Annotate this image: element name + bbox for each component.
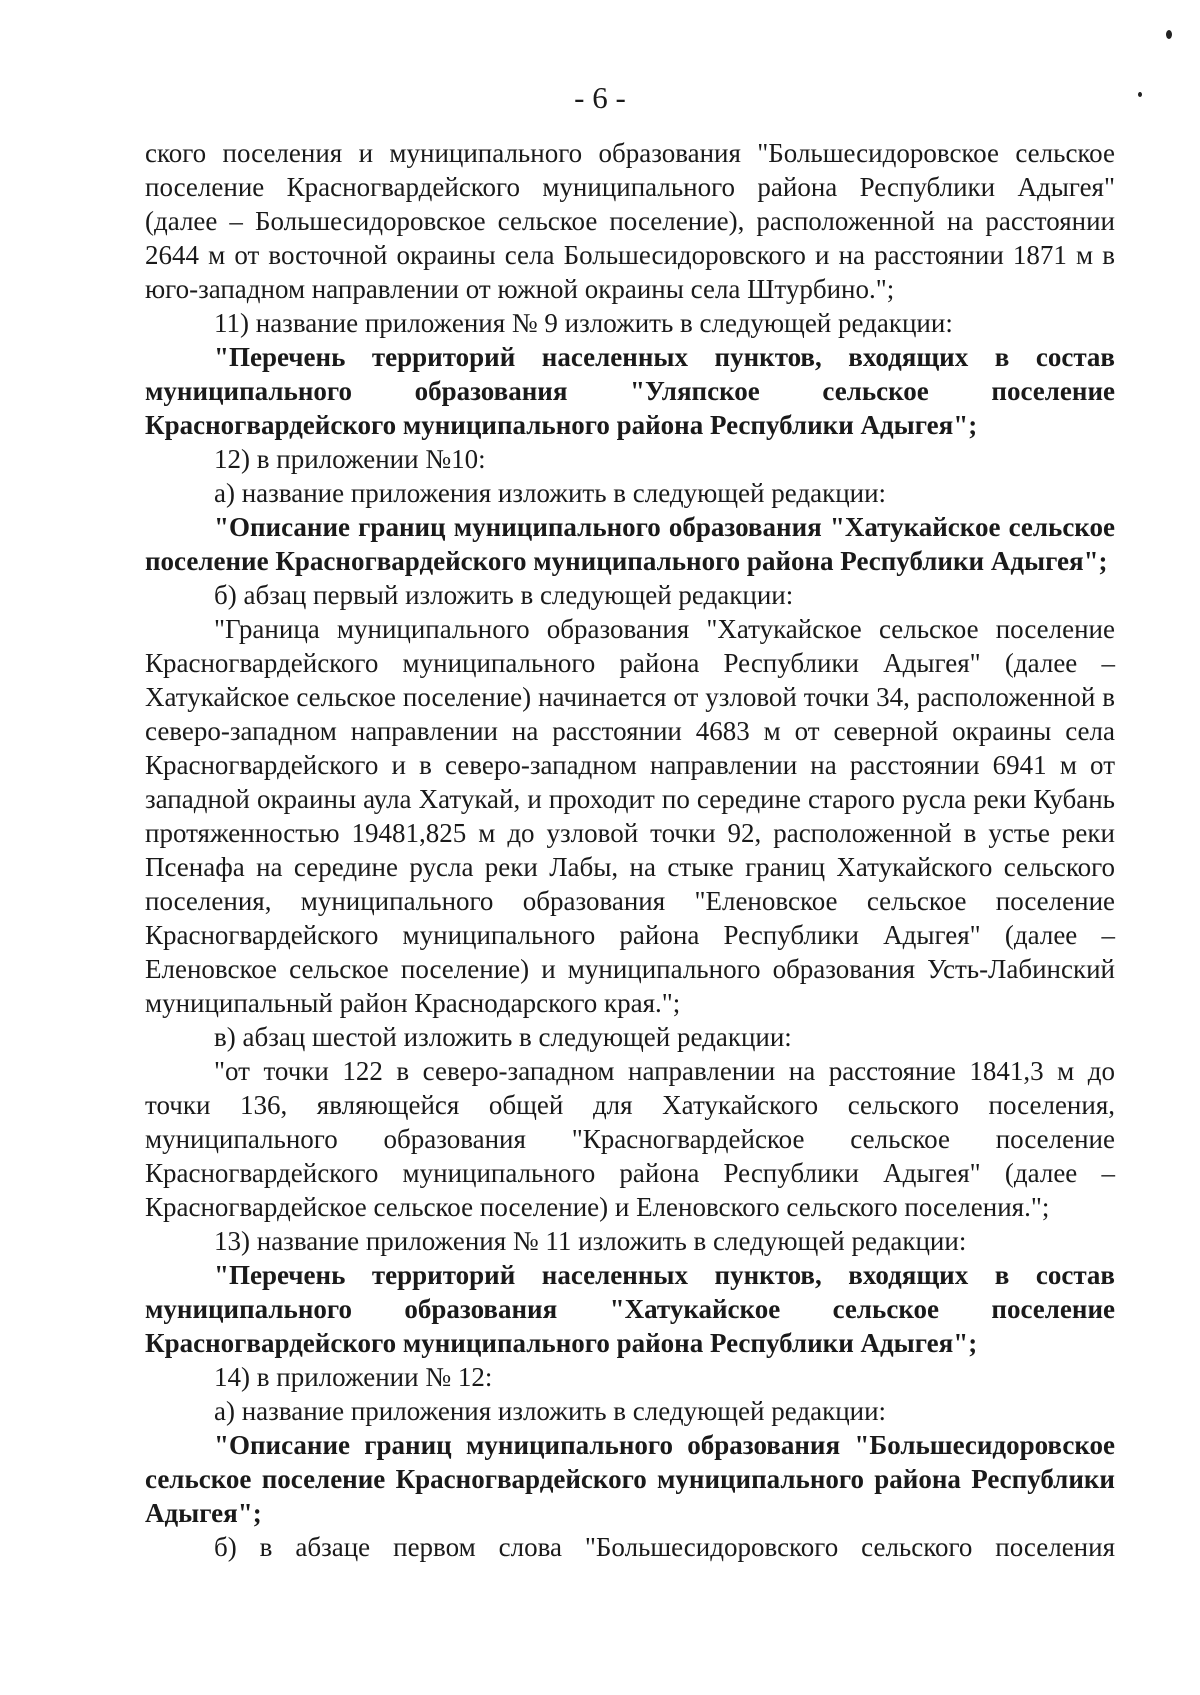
document-paragraph: б) абзац первый изложить в следующей редакции: <box>214 580 794 610</box>
document-paragraph: 11) название приложения № 9 изложить в следующей редакции: <box>214 308 953 338</box>
document-paragraph: б) в абзаце первом слова "Большесидоровского сельского поселения <box>214 1532 1115 1562</box>
scan-speck <box>1138 92 1142 97</box>
page-number: - 6 - <box>574 80 626 115</box>
document-paragraph: "Граница муниципального образования "Хатукайское сельское поселение Красногвардейского муниципального района Республики Адыгея" (далее – Хатукайское сельское поселение) начинается от узловой точки 34, расположенной в северо-западном направлении на расстоянии 4683 м от северной окраины села Красногвардейского и в северо-западном направлении на расстоянии 6941 м от западной окраины аула Хатукай, и проходит по середине старого русла реки Кубань протяженностью 19481,825 м до узловой точки 92, расположенной в устье реки Псенафа на середине русла реки Лабы, на стыке границ Хатукайского сельского поселения, муниципального образования "Еленовское сельское поселение Красногвардейского муниципального района Республики Адыгея" (далее – Еленовское сельское поселение) и муниципального образования Усть-Лабинский муниципальный район Краснодарского края."; <box>145 614 1115 1018</box>
document-paragraph: 12) в приложении №10: <box>214 444 486 474</box>
document-paragraph: а) название приложения изложить в следующей редакции: <box>214 478 887 508</box>
scan-speck <box>1166 30 1172 39</box>
document-heading-paragraph: "Перечень территорий населенных пунктов, входящих в состав муниципального образования "Уляпское сельское поселение Красногвардейского муниципального района Республики Адыгея"; <box>145 342 1115 440</box>
document-paragraph: в) абзац шестой изложить в следующей редакции: <box>214 1022 792 1052</box>
document-paragraph: 14) в приложении № 12: <box>214 1362 493 1392</box>
document-paragraph: ского поселения и муниципального образования "Большесидоровское сельское поселение Красногвардейского муниципального района Республики Адыгея" (далее – Большесидоровское сельское поселение), расположенной на расстоянии 2644 м от восточной окраины села Большесидоровского и на расстоянии 1871 м в юго-западном направлении от южной окраины села Штурбино."; <box>145 138 1115 304</box>
document-paragraph: а) название приложения изложить в следующей редакции: <box>214 1396 887 1426</box>
document-paragraph: "от точки 122 в северо-западном направлении на расстояние 1841,3 м до точки 136, являющейся общей для Хатукайского сельского поселения, муниципального образования "Красногвардейское сельское поселение Красногвардейского муниципального района Республики Адыгея" (далее – Красногвардейское сельское поселение) и Еленовского сельского поселения."; <box>145 1056 1115 1222</box>
document-heading-paragraph: "Перечень территорий населенных пунктов, входящих в состав муниципального образования "Хатукайское сельское поселение Красногвардейского муниципального района Республики Адыгея"; <box>145 1260 1115 1358</box>
document-heading-paragraph: "Описание границ муниципального образования "Большесидоровское сельское поселение Красногвардейского муниципального района Республики Адыгея"; <box>145 1430 1115 1528</box>
document-heading-paragraph: "Описание границ муниципального образования "Хатукайское сельское поселение Красногвардейского муниципального района Республики Адыгея"; <box>145 512 1115 576</box>
document-body <box>145 136 1115 1564</box>
document-paragraph: 13) название приложения № 11 изложить в следующей редакции: <box>214 1226 967 1256</box>
